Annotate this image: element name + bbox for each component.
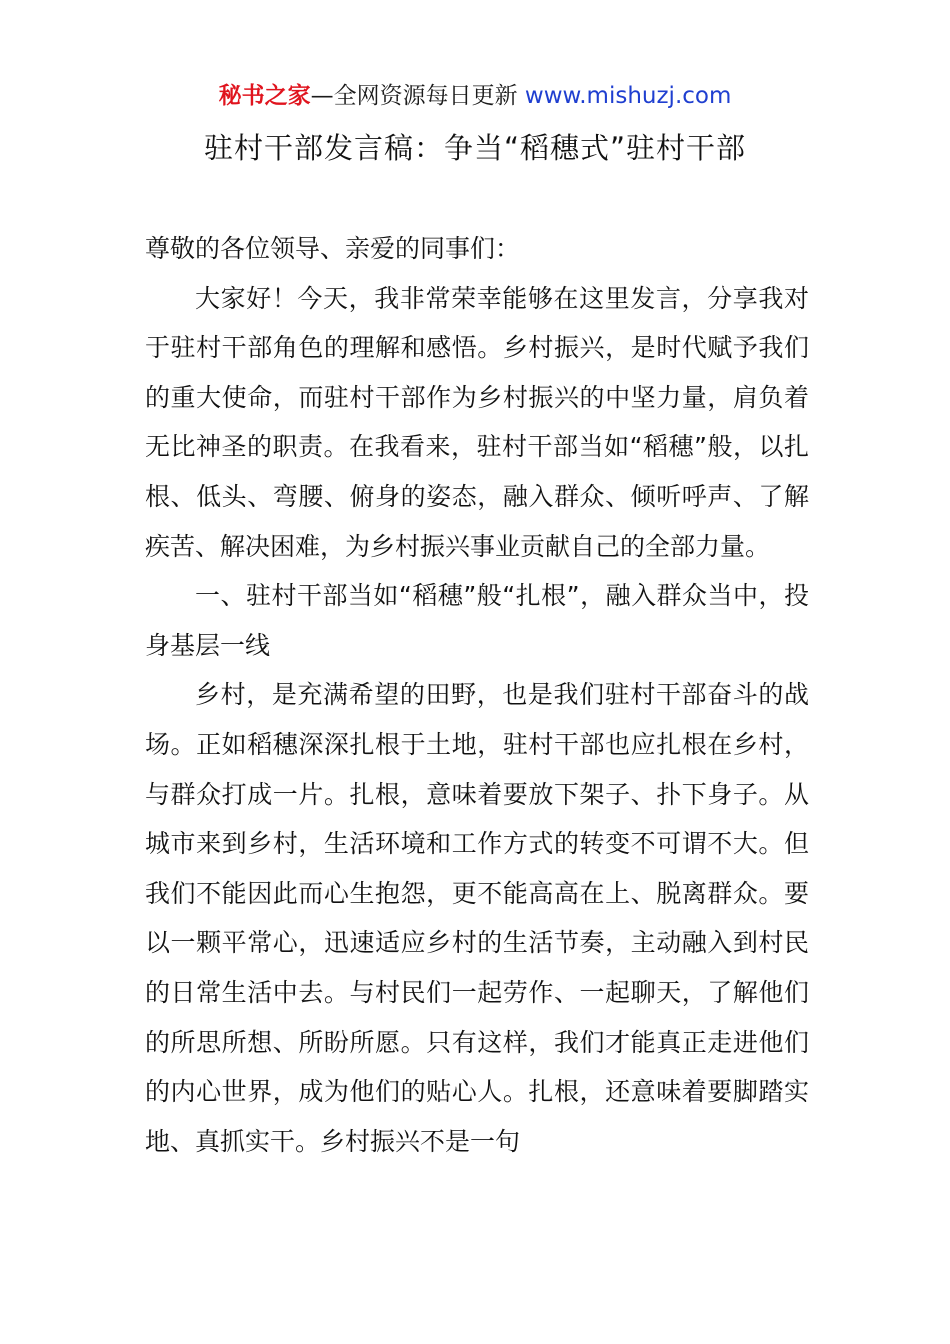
document-title: 驻村干部发言稿：争当“稻穗式”驻村干部 (203, 131, 747, 165)
site-url[interactable]: www.mishuzj.com (524, 83, 732, 109)
document-body (145, 224, 809, 1166)
salutation: 尊敬的各位领导、亲爱的同事们： (145, 234, 521, 263)
brand-name: 秘书之家 (218, 83, 311, 109)
header-tagline: —全网资源每日更新 (310, 83, 525, 109)
paragraph-intro: 大家好！今天，我非常荣幸能够在这里发言，分享我对于驻村干部角色的理解和感悟。乡村振兴，是时代赋予我们的重大使命，而驻村干部作为乡村振兴的中坚力量，肩负着无比神圣的职责。在我看来，驻村干部当如“稻穗”般，以扎根、低头、弯腰、俯身的姿态，融入群众、倾听呼声、了解疾苦、解决困难，为乡村振兴事业贡献自己的全部力量。 (145, 283, 809, 561)
section-heading-1: 一、驻村干部当如“稻穗”般“扎根”，融入群众当中，投身基层一线 (145, 581, 809, 660)
site-header (0, 80, 950, 112)
paragraph-section-1: 乡村，是充满希望的田野，也是我们驻村干部奋斗的战场。正如稻穗深深扎根于土地，驻村干部也应扎根在乡村，与群众打成一片。扎根，意味着要放下架子、扑下身子。从城市来到乡村，生活环境和工作方式的转变不可谓不大。但我们不能因此而心生抱怨，更不能高高在上、脱离群众。要以一颗平常心，迅速适应乡村的生活节奏，主动融入到村民的日常生活中去。与村民们一起劳作、一起聊天，了解他们的所思所想、所盼所愿。只有这样，我们才能真正走进他们的内心世界，成为他们的贴心人。扎根，还意味着要脚踏实地、真抓实干。乡村振兴不是一句 (145, 680, 809, 1156)
